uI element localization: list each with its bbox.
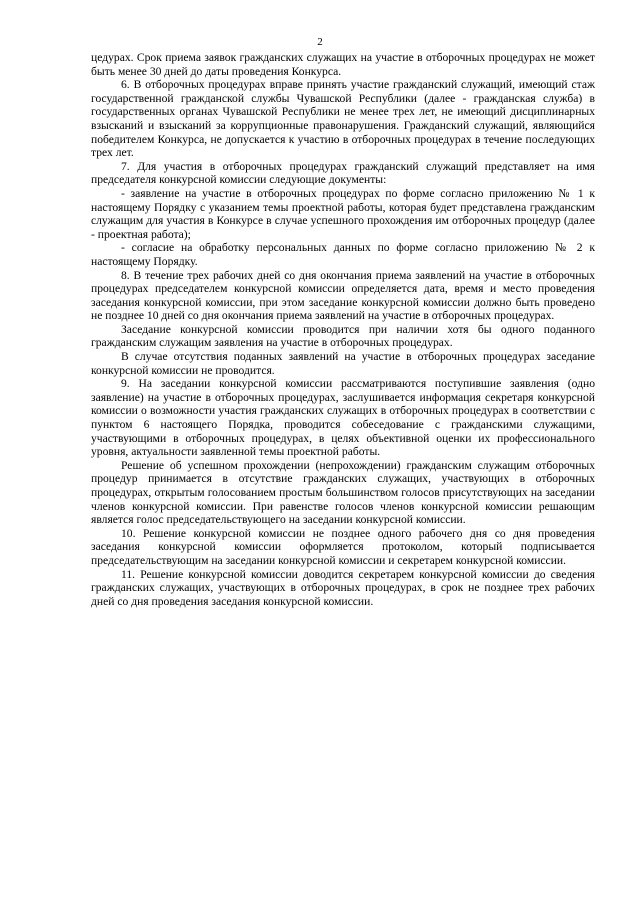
paragraph-item-9-decision: Решение об успешном прохождении (непрохождении) гражданским служащим отборочных процедур принимается в отсутствие гражданских служащих, участвующих в отборочных процедурах, открытым голосованием простым большинством голосов присутствующих на заседании членов конкурсной комиссии. При равенстве голосов членов конкурсной комиссии решающим является голос председательствующего на заседании конкурсной комиссии. [91,458,595,527]
paragraph-item-9: 9. На заседании конкурсной комиссии рассматриваются поступившие заявления (одно заявление) на участие в отборочных процедурах, заслушивается информация секретаря конкурсной комиссии о возможности участия гражданских служащих в отборочных процедурах в соответствии с пунктом 6 настоящего Порядка, проводится собеседование с гражданскими служащими, участвующими в отборочных процедурах, в целях объективной оценки их профессионального уровня, актуальности заявленной темы проектной работы. [91,377,595,459]
paragraph-item-10: 10. Решение конкурсной комиссии не позднее одного рабочего дня со дня проведения заседания конкурсной комиссии оформляется протоколом, который подписывается председательствующим на заседании конкурсной комиссии и секретарем конкурсной комиссии. [91,526,595,567]
paragraph-item-7-application: - заявление на участие в отборочных процедурах по форме согласно приложению № 1 к настоящему Порядку с указанием темы проектной работы, которая будет представлена гражданским служащим для участия в Конкурсе в случае успешного прохождения им отборочных процедур (далее - проектная работа); [91,186,595,241]
paragraph-item-6: 6. В отборочных процедурах вправе принять участие гражданский служащий, имеющий стаж государственной гражданской службы Чувашской Республики (далее - гражданская служба) в государственных органах Чувашской Республики не менее трех лет, не имеющий дисциплинарных взысканий и взысканий за коррупционные правонарушения. Гражданский служащий, являющийся победителем Конкурса, не допускается к участию в отборочных процедурах в течение последующих трех лет. [91,78,595,160]
paragraph-item-11: 11. Решение конкурсной комиссии доводится секретарем конкурсной комиссии до сведения гражданских служащих, участвующих в отборочных процедурах, в срок не позднее трех рабочих дней со дня проведения заседания конкурсной комиссии. [91,567,595,608]
document-body [91,51,595,608]
paragraph-item-7: 7. Для участия в отборочных процедурах гражданский служащий представляет на имя председателя конкурсной комиссии следующие документы: [91,159,595,187]
paragraph-item-8-no-applications: В случае отсутствия поданных заявлений на участие в отборочных процедурах заседание конкурсной комиссии не проводится. [91,350,595,377]
paragraph-item-7-consent: - согласие на обработку персональных данных по форме согласно приложению № 2 к настоящему Порядку. [91,241,595,268]
paragraph-continuation: цедурах. Срок приема заявок гражданских служащих на участие в отборочных процедурах не может быть менее 30 дней до даты проведения Конкурса. [91,51,595,78]
page-number: 2 [317,36,323,48]
paragraph-item-8: 8. В течение трех рабочих дней со дня окончания приема заявлений на участие в отборочных процедурах председателем конкурсной комиссии определяется дата, время и место проведения заседания конкурсной комиссии, при этом заседание конкурсной комиссии должно быть проведено не позднее 10 дней со дня окончания приема заявлений на участие в отборочных процедурах. [91,268,595,323]
paragraph-item-8-quorum: Заседание конкурсной комиссии проводится при наличии хотя бы одного поданного гражданским служащим заявления на участие в отборочных процедурах. [91,322,595,350]
